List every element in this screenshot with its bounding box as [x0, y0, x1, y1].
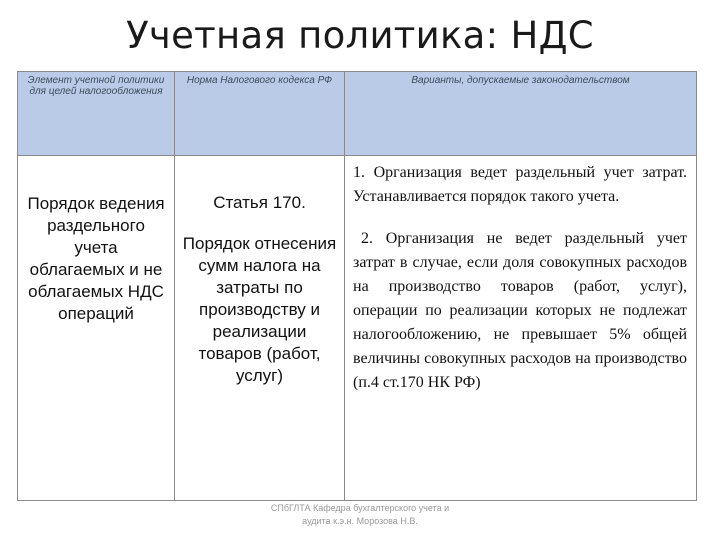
cell-element [18, 156, 175, 501]
footer-line-1: СПбГЛТА Кафедра бухгалтерского учета и [270, 503, 450, 513]
footer-credit [240, 502, 480, 528]
norm-text: Порядок отнесения сумм налога на затраты по производству и реализации товаров (работ, услуг) [182, 234, 337, 385]
table-header-row [18, 72, 697, 156]
header-tax-norm: Норма Налогового кодекса РФ [175, 72, 345, 156]
header-element: Элемент учетной политики для целей налогообложения [18, 72, 175, 156]
footer-line-2: аудита к.э.н. Морозова Н.В. [302, 516, 418, 526]
option-1-text: 1. Организация ведет раздельный учет затрат. Устанавливается порядок такого учета. [353, 164, 687, 205]
cell-norm [175, 156, 345, 501]
header-options: Варианты, допускаемые законодательством [345, 72, 697, 156]
element-text: Порядок ведения раздельного учета облагаемых и не облагаемых НДС операций [27, 194, 165, 323]
option-2-text: 2. Организация не ведет раздельный учет затрат в случае, если доля совокупных расходов на производство товаров (работ, услуг), операции по реализации которых не подлежат налогообложению, не превышает 5% общей величины совокупных расходов на производство (п.4 ст.170 НК РФ) [353, 230, 687, 391]
slide-title: Учетная политика: НДС [126, 14, 594, 57]
table-row [18, 156, 697, 501]
policy-table [17, 71, 697, 501]
article-text: Статья 170. [213, 193, 306, 212]
cell-options [345, 156, 697, 501]
